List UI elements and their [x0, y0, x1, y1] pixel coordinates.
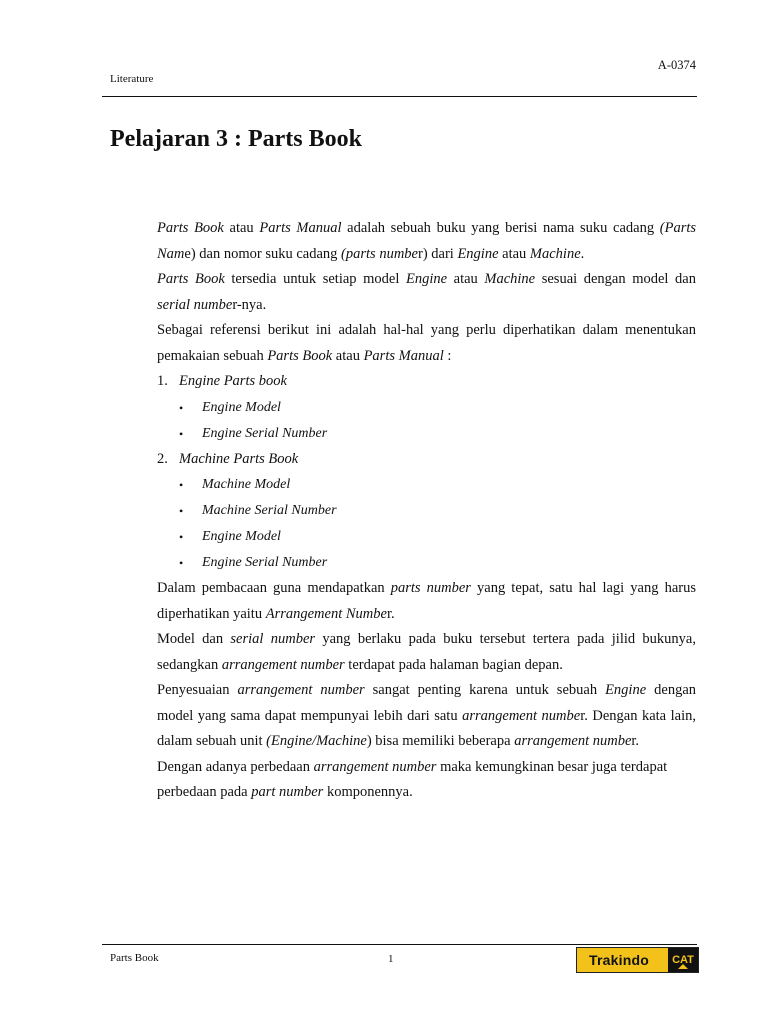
bullet-item	[157, 395, 696, 421]
italic-term: arrangement number	[237, 682, 365, 698]
text-run: maka kemungkinan besar juga terdapat perbedaan pada	[157, 758, 668, 800]
list-group	[157, 369, 696, 447]
text-run: r) dari	[417, 245, 458, 262]
bullet-item	[157, 421, 696, 447]
paragraph	[157, 627, 696, 678]
text-run: .	[580, 245, 585, 262]
bullet-icon: •	[179, 400, 184, 415]
italic-term: Parts Book	[267, 347, 333, 364]
paragraph	[157, 576, 696, 627]
italic-term: Machine	[484, 271, 536, 287]
footer-title: Parts Book	[110, 952, 159, 964]
header-divider	[102, 96, 697, 97]
list-item-label: Engine Parts book	[179, 373, 287, 389]
cat-badge-text: CAT	[672, 954, 694, 966]
bullet-label: Machine Serial Number	[202, 503, 337, 518]
italic-term: Machine	[529, 245, 581, 262]
bullet-icon: •	[179, 530, 184, 544]
text-run: adalah sebuah buku yang berisi nama suku cadang	[341, 220, 660, 236]
italic-term: (parts numbe	[341, 245, 418, 262]
italic-term: arrangement number	[221, 656, 345, 673]
text-run: sesuai dengan model dan	[535, 271, 696, 287]
italic-term: part number	[251, 784, 324, 800]
italic-term: Parts Book	[157, 271, 225, 287]
italic-term: (Parts Nam	[157, 220, 697, 262]
bullet-label: Machine Model	[202, 477, 291, 492]
text-run: Dengan adanya perbedaan	[157, 758, 314, 775]
paragraph	[157, 755, 696, 806]
italic-term: Parts Manual	[363, 347, 444, 364]
text-run: terdapat pada halaman bagian depan.	[344, 656, 563, 673]
italic-term: arrangement numbe	[462, 707, 581, 724]
bullet-item	[157, 472, 696, 498]
text-run: yang berlaku pada buku tersebut tertera pada jilid bukunya, sedangkan	[157, 631, 696, 673]
cat-triangle-icon	[678, 964, 688, 969]
document-body	[157, 216, 696, 806]
paragraph	[157, 216, 696, 267]
text-run: :	[443, 347, 452, 364]
bullet-label: Engine Model	[202, 529, 281, 544]
list-item-label: Machine Parts Book	[179, 450, 299, 467]
list-number: 2.	[157, 450, 168, 467]
italic-term: Arrangement Numbe	[265, 605, 387, 622]
text-run: ) bisa memiliki beberapa	[366, 733, 515, 749]
text-run: Model dan	[157, 631, 231, 647]
text-run: dengan model yang sama dapat mempunyai lebih dari satu	[157, 682, 696, 724]
logo-wordmark: Trakindo	[577, 948, 668, 972]
text-run: atau	[223, 220, 260, 236]
page-title: Pelajaran 3 : Parts Book	[110, 126, 362, 152]
bullet-item	[157, 550, 696, 576]
text-run: komponennya.	[323, 784, 413, 800]
text-run: atau	[498, 245, 530, 262]
text-run: r. Dengan kata lain, dalam sebuah unit	[157, 707, 696, 749]
list-number: 1.	[157, 373, 168, 389]
text-run: sangat penting karena untuk sebuah	[364, 682, 606, 698]
paragraph	[157, 678, 696, 755]
italic-term: (Engine/Machine	[266, 733, 367, 749]
italic-term: serial number	[230, 631, 316, 647]
bullet-icon: •	[179, 426, 184, 441]
text-run: Sebagai referensi berikut ini adalah hal-hal yang perlu diperhatikan dalam menentukan pemakaian sebuah	[157, 322, 696, 364]
bullet-item	[157, 524, 696, 550]
trakindo-cat-logo	[576, 947, 699, 973]
italic-term: Parts Manual	[259, 220, 342, 236]
italic-term: parts number	[390, 580, 471, 596]
section-label: Literature	[110, 73, 154, 85]
italic-term: Engine	[605, 682, 647, 698]
italic-term: arrangement number	[313, 758, 437, 775]
paragraph	[157, 318, 696, 369]
text-run: e) dan nomor suku cadang	[184, 245, 342, 262]
ordered-list	[157, 369, 696, 576]
list-item	[157, 447, 696, 473]
bullet-label: Engine Serial Number	[202, 555, 328, 570]
document-code: A-0374	[657, 58, 696, 72]
bullet-icon: •	[179, 504, 184, 518]
bullet-label: Engine Serial Number	[202, 425, 328, 441]
bullet-icon: •	[179, 556, 184, 570]
cat-badge	[668, 948, 698, 972]
text-run: Dalam pembacaan guna mendapatkan	[157, 580, 391, 596]
italic-term: Engine	[457, 245, 499, 262]
text-run: atau	[332, 347, 364, 364]
text-run: yang tepat, satu hal lagi yang harus diperhatikan yaitu	[157, 580, 696, 622]
bullet-icon: •	[179, 478, 184, 492]
paragraph	[157, 267, 696, 318]
italic-term: serial numbe	[157, 296, 233, 313]
italic-term: arrangement numbe	[514, 733, 632, 749]
footer-divider	[102, 944, 697, 945]
text-run: tersedia untuk setiap model	[224, 271, 406, 287]
italic-term: Engine	[405, 271, 448, 287]
page-number: 1	[388, 953, 394, 965]
list-item	[157, 369, 696, 395]
text-run: r.	[631, 733, 640, 749]
bullet-item	[157, 498, 696, 524]
bullet-label: Engine Model	[202, 399, 281, 415]
text-run: r.	[386, 605, 395, 622]
italic-term: Parts Book	[157, 220, 224, 236]
list-group	[157, 447, 696, 577]
text-run: atau	[447, 271, 485, 287]
text-run: Penyesuaian	[157, 682, 238, 698]
text-run: r-nya.	[232, 296, 267, 313]
